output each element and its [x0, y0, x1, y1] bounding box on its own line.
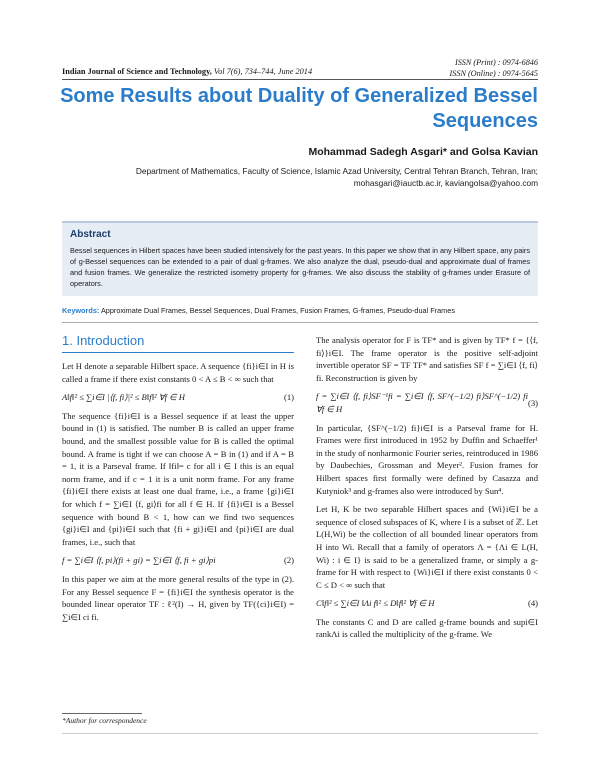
footer-divider	[62, 733, 538, 734]
paragraph: In this paper we aim at the more general results of the type in (2). For any Bessel sequence F = {fi}i∈I the synthesis operator is the bounded linear operator TF : ℓ²(I) → H, given by TF({ci}i∈I) = ∑i∈I ci fi.	[62, 573, 294, 622]
journal-volume: Vol 7(6), 734–744, June 2014	[213, 67, 313, 76]
footnote: *Author for correspondence	[62, 716, 147, 725]
journal-citation	[62, 67, 312, 76]
abstract-text: Bessel sequences in Hilbert spaces have been studied intensively for the past years. In this paper we show that in any Hilbert space, any pairs of g-Bessel sequences can be extended to a pair of dual g-frames. We also analyze the dual, pseudo-dual and approximate dual of frames and fusion frames. We generalize the restricted isometry property for g-frames. We also discuss the stability of g-frames under Erasure of operators.	[70, 246, 530, 288]
paper-title: Some Results about Duality of Generalized Bessel Sequences	[60, 85, 538, 132]
paragraph: The analysis operator for F is TF* and is given by TF* f = {⟨f, fi⟩}i∈I. The frame operator is the positive self-adjoint invertible operator SF = TF TF* and satisfies SF f = ∑i∈I ⟨f, fi⟩fi. Reconstruction is given by	[316, 335, 538, 383]
equation-body: f = ∑i∈I ⟨f, fi⟩SF⁻¹fi = ∑i∈I ⟨f, SF^(−1/2) fi⟩SF^(−1/2) fi ∀f ∈ H	[316, 391, 528, 414]
equation-3	[316, 390, 538, 415]
issn-online: ISSN (Online) : 0974-5645	[449, 69, 538, 78]
keywords-text: Approximate Dual Frames, Bessel Sequences, Dual Frames, Fusion Frames, G-frames, Pseudo-dual Frames	[100, 306, 455, 315]
keywords	[62, 306, 538, 315]
footnote-divider	[62, 713, 142, 714]
equation-number: (3)	[527, 397, 538, 408]
equation-number: (1)	[283, 392, 294, 403]
paragraph: Let H, K be two separable Hilbert spaces and {Wi}i∈I be a sequence of closed subspaces of K, where I is a subset of ℤ. Let L(H,Wi) be the collection of all bounded linear operators from H into Wi. Recall that a family of operators Λ = {Λi ∈ L(H, Wi) : i ∈ I} is said to be a generalized frame, or simply a g-frame for H with respect to {Wi}i∈I if there exist constants 0 < C ≤ D < ∞ such that	[316, 504, 538, 590]
authors: Mohammad Sadegh Asgari* and Golsa Kavian	[308, 146, 538, 158]
keywords-divider	[62, 322, 538, 323]
section-heading: 1. Introduction	[62, 333, 145, 348]
journal-name: Indian Journal of Science and Technology,	[62, 67, 212, 76]
equation-4	[316, 597, 538, 610]
left-column	[62, 360, 294, 629]
keywords-label: Keywords:	[62, 306, 100, 315]
paragraph: The sequence {fi}i∈I is a Bessel sequence if at least the upper bound in (1) is satisfied. The number B is called an upper frame bound, and the smallest possible value for B is called the optimal bound. A frame is tight if we can choose A = B in (1) and if A = B = 1, it is a Parseval frame. If ‖fi‖= c for all i ∈ I this is an equal norm frame, and if c = 1 it is a unit norm frame. For any frame {fi}i∈I there exists at least one dual frame, i.e., a frame {gi}i∈I for which f = ∑i∈I ⟨f, gi⟩fi for all f ∈ H. If {fi}i∈I is a Bessel sequence with bound B < 1, how can we find two sequences {gi}i∈I and {pi}i∈I such that {fi + gi}i∈I and {pi}i∈I are dual frames, i.e., such that	[62, 410, 294, 547]
header-divider	[62, 79, 538, 80]
issn-print: ISSN (Print) : 0974-6846	[454, 58, 538, 67]
paragraph: Let H denote a separable Hilbert space. A sequence {fi}i∈I in H is called a frame if there exist constants 0 < A ≤ B < ∞ such that	[62, 361, 294, 384]
issn-block	[450, 57, 538, 79]
equation-body: C‖f‖² ≤ ∑i∈I ‖Λi f‖² ≤ D‖f‖² ∀f ∈ H	[316, 598, 435, 609]
affiliation: Department of Mathematics, Faculty of Science, Islamic Azad University, Central Tehran Branch, Tehran, Iran; mohasgari@iauctb.ac.ir, kaviangolsa@yahoo.com	[135, 166, 538, 188]
paragraph: The constants C and D are called g-frame bounds and supi∈I rankΛi is called the multiplicity of the g-frame. We	[316, 616, 538, 640]
equation-body: A‖f‖² ≤ ∑i∈I |⟨f, fi⟩|² ≤ B‖f‖² ∀f ∈ H	[62, 392, 185, 403]
equation-body: f = ∑i∈I ⟨f, pi⟩(fi + gi) = ∑i∈I ⟨f, fi + gi⟩pi	[62, 555, 216, 566]
section-underline	[62, 352, 294, 353]
equation-1	[62, 391, 294, 404]
right-column	[316, 334, 538, 647]
paragraph: In particular, {SF^(−1/2) fi}i∈I is a Parseval frame for H. Frames were first introduced in 1952 by Duffin and Schaeffer¹ in the study of nonharmonic Fourier series, reintroduced in 1986 by Daubechies, Grossman and Meyer². Fusion frames for Hilbert spaces first formally were defined by Casazza and Kutyniok³ and g-frames also were introduced by Sun⁴.	[316, 422, 538, 496]
equation-number: (4)	[527, 598, 538, 609]
abstract-heading: Abstract	[70, 229, 111, 240]
equation-2	[62, 554, 294, 567]
equation-number: (2)	[283, 555, 294, 566]
abstract-box	[62, 221, 538, 296]
